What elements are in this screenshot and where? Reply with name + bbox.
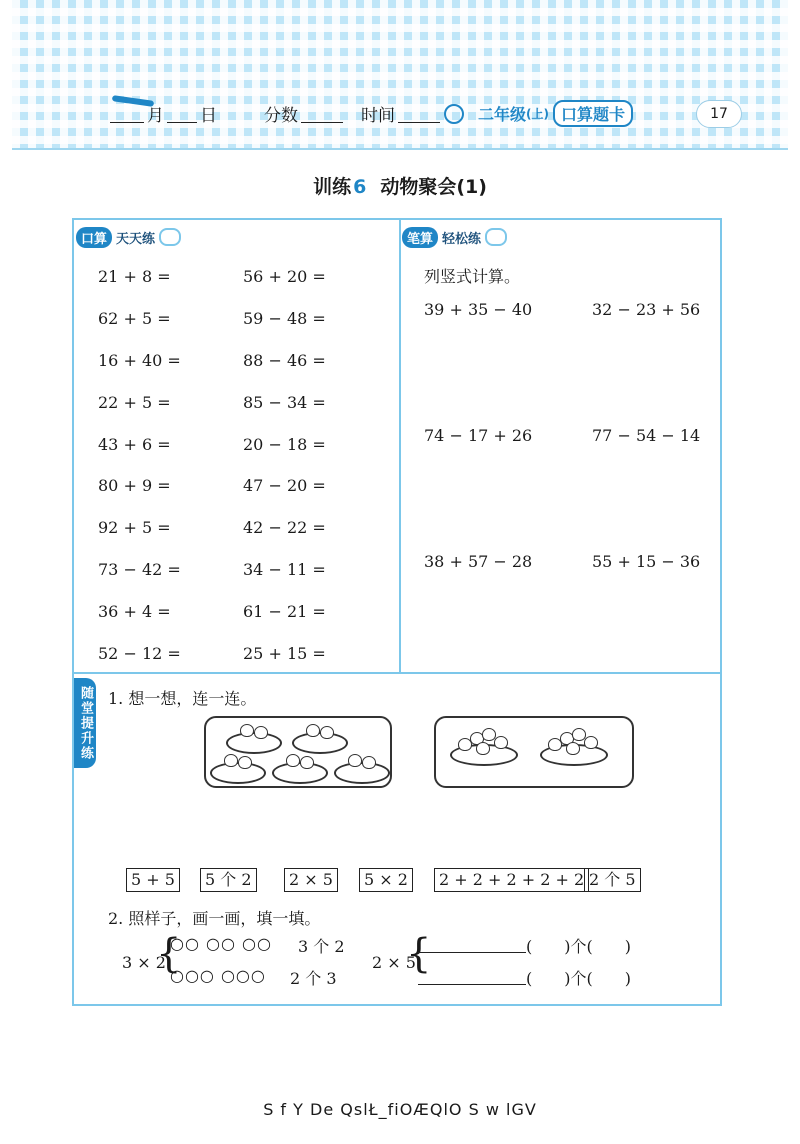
oral-problem: 22 + 5 =	[98, 392, 171, 412]
option-box[interactable]: 2 + 2 + 2 + 2 + 2	[434, 868, 589, 892]
peach-icon	[362, 756, 376, 769]
peach-icon	[320, 726, 334, 739]
peach-icon	[494, 736, 508, 749]
oral-problem: 16 + 40 =	[98, 350, 181, 370]
lesson-title	[0, 172, 800, 199]
peach-icon	[584, 736, 598, 749]
brand-title: 口算题卡	[553, 100, 633, 127]
day-label: 日	[200, 105, 217, 126]
plates-box-five	[204, 716, 392, 788]
oral-row	[98, 507, 388, 549]
written-item: 38 + 57 − 28	[424, 552, 533, 571]
example-text-row-1: 3 个 2	[298, 937, 345, 956]
lesson-name: 动物聚会(1)	[380, 176, 487, 198]
brand-grade: 二年级	[478, 104, 527, 124]
written-item: 77 − 54 − 14	[592, 426, 701, 445]
example-circles-row-1: ○○ ○○ ○○	[170, 934, 272, 953]
header-info-row	[110, 96, 750, 130]
oral-problem: 59 − 48 =	[243, 309, 326, 329]
peach-icon	[300, 756, 314, 769]
oral-tag-text: 天天练	[116, 231, 156, 247]
time-blank[interactable]	[398, 104, 440, 123]
oral-problem: 73 − 42 =	[98, 559, 181, 579]
written-badge: 笔算	[402, 227, 438, 248]
brand-logo	[478, 100, 633, 127]
oral-problem: 80 + 9 =	[98, 476, 171, 496]
time-label: 时间	[361, 105, 395, 126]
oral-badge: 口算	[76, 227, 112, 248]
oral-row	[98, 423, 388, 465]
oral-problem: 85 − 34 =	[243, 392, 326, 412]
option-box[interactable]: 5 个 2	[200, 868, 257, 892]
example-label: 3 × 2	[122, 953, 166, 972]
option-box[interactable]: 5 + 5	[126, 868, 180, 892]
brand-term: (上)	[526, 106, 549, 121]
fill-blanks[interactable]: ( )个( )	[526, 969, 631, 988]
oral-problem: 62 + 5 =	[98, 309, 171, 329]
plates-box-two	[434, 716, 634, 788]
lesson-number: 6	[353, 176, 367, 198]
written-section-tag	[402, 226, 507, 248]
drawing-line[interactable]	[418, 966, 526, 985]
oral-section-tag	[76, 226, 181, 248]
oral-row	[98, 590, 388, 632]
oral-problem: 20 − 18 =	[243, 434, 326, 454]
peach-icon	[348, 754, 362, 767]
oral-problem: 61 − 21 =	[243, 601, 326, 621]
fill-blanks[interactable]: ( )个( )	[526, 937, 631, 956]
oral-problem: 56 + 20 =	[243, 267, 326, 287]
oral-problems	[98, 256, 388, 674]
extension-side-tag: 随堂提升练	[74, 678, 96, 768]
oral-row	[98, 340, 388, 382]
oral-problem: 25 + 15 =	[243, 643, 326, 663]
written-item: 39 + 35 − 40	[424, 300, 533, 319]
peach-icon	[286, 754, 300, 767]
question-2: 2. 照样子，画一画，填一填。	[108, 909, 321, 928]
book-icon	[485, 228, 507, 246]
option-box[interactable]: 2 个 5	[584, 868, 641, 892]
peach-icon	[240, 724, 254, 737]
oral-problem: 92 + 5 =	[98, 518, 171, 538]
peach-icon	[306, 724, 320, 737]
peach-icon	[566, 742, 580, 755]
peach-icon	[224, 754, 238, 767]
page-number: 17	[696, 100, 742, 128]
month-blank[interactable]	[110, 104, 144, 123]
question-1: 1. 想一想，连一连。	[108, 689, 257, 708]
footer-text: S f Y De QslŁ_fiOÆQlO S w lGV	[263, 1100, 537, 1119]
brace-icon: {	[156, 931, 182, 977]
example-text-row-2: 2 个 3	[290, 969, 337, 988]
vertical-divider	[399, 220, 401, 672]
example-circles-row-2: ○○○ ○○○	[170, 966, 266, 985]
oral-problem: 52 − 12 =	[98, 643, 181, 663]
lesson-prefix: 训练	[313, 176, 352, 198]
oral-row	[98, 298, 388, 340]
oral-row	[98, 256, 388, 298]
oral-row	[98, 549, 388, 591]
score-blank[interactable]	[301, 104, 343, 123]
day-blank[interactable]	[167, 104, 197, 123]
book-icon	[159, 228, 181, 246]
oral-row	[98, 465, 388, 507]
oral-problem: 47 − 20 =	[243, 476, 326, 496]
peach-icon	[238, 756, 252, 769]
oral-problem: 42 − 22 =	[243, 518, 326, 538]
oral-problem: 34 − 11 =	[243, 559, 326, 579]
written-item: 74 − 17 + 26	[424, 426, 533, 445]
peach-icon	[476, 742, 490, 755]
task-label: 2 × 5	[372, 953, 416, 972]
option-box[interactable]: 2 × 5	[284, 868, 338, 892]
written-item: 55 + 15 − 36	[592, 552, 701, 571]
written-instruction: 列竖式计算。	[424, 267, 521, 286]
written-tag-text: 轻松练	[442, 231, 482, 247]
score-label: 分数	[264, 105, 298, 126]
oral-row	[98, 632, 388, 674]
oral-problem: 88 − 46 =	[243, 350, 326, 370]
exercise-frame	[72, 218, 722, 1006]
clock-icon	[444, 104, 464, 124]
drawing-line[interactable]	[418, 934, 526, 953]
oral-problem: 43 + 6 =	[98, 434, 171, 454]
month-label: 月	[147, 105, 164, 126]
oral-problem: 36 + 4 =	[98, 601, 171, 621]
oral-row	[98, 381, 388, 423]
written-item: 32 − 23 + 56	[592, 300, 701, 319]
oral-problem: 21 + 8 =	[98, 267, 171, 287]
peach-icon	[254, 726, 268, 739]
option-box[interactable]: 5 × 2	[359, 868, 413, 892]
brace-icon: {	[406, 931, 432, 977]
